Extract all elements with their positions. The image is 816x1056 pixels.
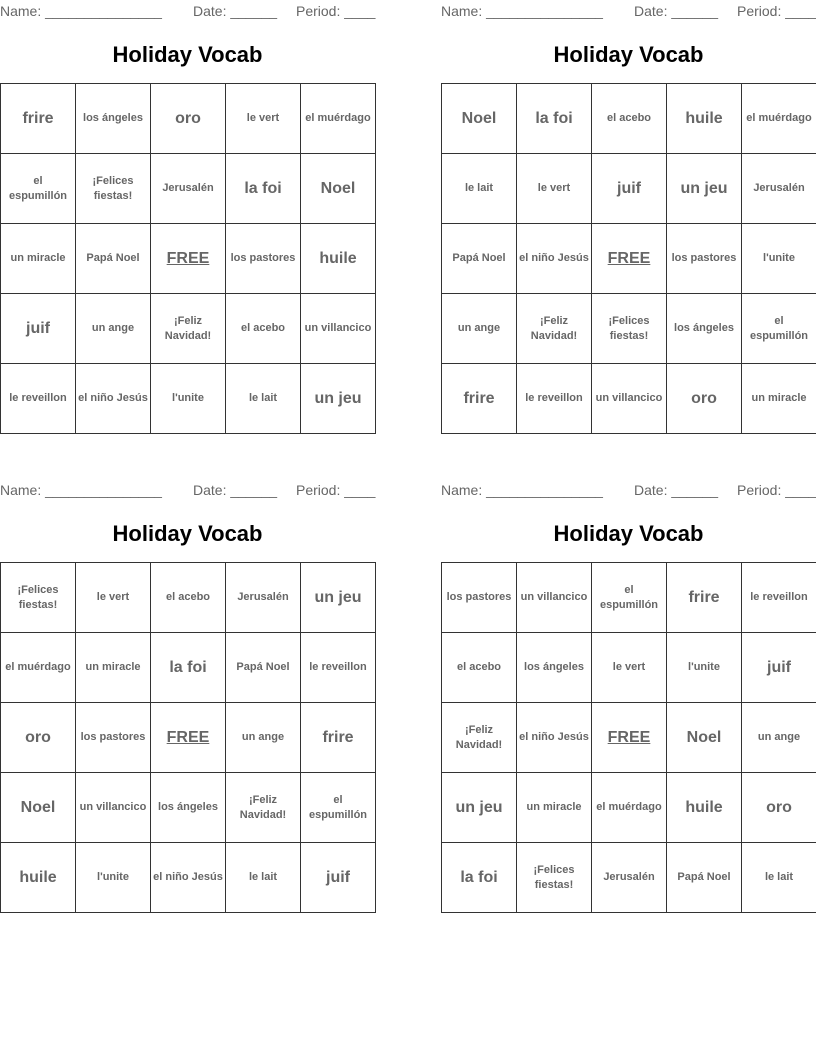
- date-field[interactable]: Date: ______: [634, 3, 719, 19]
- bingo-grid: [441, 562, 816, 913]
- bingo-cell[interactable]: el espumillón: [1, 154, 76, 224]
- bingo-cell[interactable]: ¡Felices fiestas!: [592, 294, 667, 364]
- date-field[interactable]: Date: ______: [634, 482, 719, 498]
- grid-row: [1, 633, 376, 703]
- bingo-cell[interactable]: un jeu: [442, 773, 517, 843]
- name-field[interactable]: Name: _______________: [0, 3, 162, 19]
- bingo-cell[interactable]: el niño Jesús: [517, 703, 592, 773]
- bingo-cell[interactable]: un villancico: [76, 773, 151, 843]
- bingo-cell[interactable]: Papá Noel: [442, 224, 517, 294]
- grid-row: [1, 294, 376, 364]
- grid-row: [442, 843, 816, 913]
- bingo-cell[interactable]: le lait: [442, 154, 517, 224]
- bingo-cell[interactable]: un villancico: [592, 364, 667, 434]
- bingo-cell[interactable]: huile: [667, 84, 742, 154]
- bingo-cell[interactable]: un miracle: [742, 364, 816, 434]
- bingo-cell[interactable]: le vert: [226, 84, 301, 154]
- bingo-cell[interactable]: ¡Feliz Navidad!: [517, 294, 592, 364]
- grid-row: [1, 84, 376, 154]
- bingo-cell[interactable]: juif: [301, 843, 376, 913]
- bingo-cell[interactable]: oro: [1, 703, 76, 773]
- bingo-cell[interactable]: l'unite: [742, 224, 816, 294]
- student-info-line: [441, 482, 816, 498]
- bingo-cell[interactable]: el niño Jesús: [517, 224, 592, 294]
- student-info-line: [441, 3, 816, 19]
- bingo-cell[interactable]: Noel: [442, 84, 517, 154]
- bingo-cell[interactable]: frire: [1, 84, 76, 154]
- bingo-cell[interactable]: juif: [742, 633, 816, 703]
- bingo-cell[interactable]: Noel: [301, 154, 376, 224]
- bingo-cell[interactable]: le vert: [517, 154, 592, 224]
- bingo-cell[interactable]: Jerusalén: [592, 843, 667, 913]
- bingo-cell[interactable]: Jerusalén: [226, 563, 301, 633]
- grid-row: [1, 224, 376, 294]
- bingo-cell[interactable]: un ange: [742, 703, 816, 773]
- bingo-cell[interactable]: Jerusalén: [151, 154, 226, 224]
- bingo-cell[interactable]: ¡Felices fiestas!: [76, 154, 151, 224]
- bingo-cell[interactable]: oro: [151, 84, 226, 154]
- bingo-cell[interactable]: l'unite: [76, 843, 151, 913]
- bingo-grid: [0, 83, 376, 434]
- bingo-cell[interactable]: el muérdago: [301, 84, 376, 154]
- bingo-cell[interactable]: los ángeles: [667, 294, 742, 364]
- bingo-cell[interactable]: un miracle: [1, 224, 76, 294]
- bingo-cell[interactable]: el espumillón: [592, 563, 667, 633]
- student-info-line: [0, 482, 375, 498]
- period-field[interactable]: Period: ____: [296, 3, 376, 19]
- grid-row: [442, 364, 816, 434]
- bingo-cell[interactable]: el niño Jesús: [151, 843, 226, 913]
- bingo-cell[interactable]: frire: [442, 364, 517, 434]
- bingo-cell[interactable]: el muérdago: [592, 773, 667, 843]
- free-space-cell[interactable]: FREE: [592, 703, 667, 773]
- bingo-cell[interactable]: el acebo: [442, 633, 517, 703]
- bingo-cell[interactable]: los pastores: [226, 224, 301, 294]
- bingo-cell[interactable]: un villancico: [301, 294, 376, 364]
- bingo-cell[interactable]: un ange: [442, 294, 517, 364]
- bingo-cell[interactable]: ¡Feliz Navidad!: [226, 773, 301, 843]
- period-field[interactable]: Period: ____: [296, 482, 376, 498]
- card-title: Holiday Vocab: [553, 521, 704, 546]
- bingo-cell[interactable]: le lait: [742, 843, 816, 913]
- bingo-cell[interactable]: juif: [1, 294, 76, 364]
- card-title: Holiday Vocab: [112, 42, 263, 67]
- date-field[interactable]: Date: ______: [193, 482, 278, 498]
- bingo-cell[interactable]: los pastores: [442, 563, 517, 633]
- bingo-cell[interactable]: le reveillon: [301, 633, 376, 703]
- period-field[interactable]: Period: ____: [737, 482, 816, 498]
- name-field[interactable]: Name: _______________: [441, 482, 603, 498]
- date-field[interactable]: Date: ______: [193, 3, 278, 19]
- bingo-cell[interactable]: le reveillon: [742, 563, 816, 633]
- bingo-cell[interactable]: Papá Noel: [226, 633, 301, 703]
- bingo-cell[interactable]: l'unite: [151, 364, 226, 434]
- grid-row: [1, 563, 376, 633]
- bingo-cell[interactable]: oro: [742, 773, 816, 843]
- name-field[interactable]: Name: _______________: [441, 3, 603, 19]
- grid-row: [442, 154, 816, 224]
- bingo-cell[interactable]: el muérdago: [1, 633, 76, 703]
- bingo-cell[interactable]: la foi: [226, 154, 301, 224]
- bingo-cell[interactable]: Noel: [1, 773, 76, 843]
- bingo-cell[interactable]: ¡Felices fiestas!: [1, 563, 76, 633]
- bingo-cell[interactable]: l'unite: [667, 633, 742, 703]
- bingo-cell[interactable]: los pastores: [667, 224, 742, 294]
- bingo-cell[interactable]: el espumillón: [301, 773, 376, 843]
- bingo-cell[interactable]: le reveillon: [1, 364, 76, 434]
- student-info-line: [0, 3, 375, 19]
- bingo-cell[interactable]: los ángeles: [76, 84, 151, 154]
- bingo-cell[interactable]: ¡Feliz Navidad!: [151, 294, 226, 364]
- bingo-cell[interactable]: le reveillon: [517, 364, 592, 434]
- grid-row: [442, 224, 816, 294]
- bingo-grid: [0, 562, 376, 913]
- bingo-cell[interactable]: el acebo: [151, 563, 226, 633]
- bingo-cell[interactable]: juif: [592, 154, 667, 224]
- bingo-cell[interactable]: Papá Noel: [667, 843, 742, 913]
- period-field[interactable]: Period: ____: [737, 3, 816, 19]
- bingo-cell[interactable]: el acebo: [226, 294, 301, 364]
- grid-row: [1, 703, 376, 773]
- bingo-cell[interactable]: el acebo: [592, 84, 667, 154]
- grid-row: [442, 84, 816, 154]
- bingo-cell[interactable]: ¡Feliz Navidad!: [442, 703, 517, 773]
- free-space-cell[interactable]: FREE: [151, 703, 226, 773]
- grid-row: [442, 703, 816, 773]
- bingo-cell[interactable]: le lait: [226, 843, 301, 913]
- bingo-cell[interactable]: los ángeles: [517, 633, 592, 703]
- grid-row: [442, 294, 816, 364]
- free-space-cell[interactable]: FREE: [592, 224, 667, 294]
- bingo-cell[interactable]: los ángeles: [151, 773, 226, 843]
- bingo-cell[interactable]: la foi: [517, 84, 592, 154]
- card-title: Holiday Vocab: [553, 42, 704, 67]
- grid-row: [1, 773, 376, 843]
- bingo-cell[interactable]: un jeu: [667, 154, 742, 224]
- bingo-cell[interactable]: el muérdago: [742, 84, 816, 154]
- free-space-cell[interactable]: FREE: [151, 224, 226, 294]
- bingo-cell[interactable]: un miracle: [76, 633, 151, 703]
- bingo-cell[interactable]: huile: [1, 843, 76, 913]
- bingo-cell[interactable]: ¡Felices fiestas!: [517, 843, 592, 913]
- grid-row: [442, 773, 816, 843]
- bingo-cell[interactable]: un ange: [226, 703, 301, 773]
- bingo-cell[interactable]: un jeu: [301, 364, 376, 434]
- name-field[interactable]: Name: _______________: [0, 482, 162, 498]
- bingo-cell[interactable]: le vert: [592, 633, 667, 703]
- bingo-cell[interactable]: el espumillón: [742, 294, 816, 364]
- bingo-cell[interactable]: frire: [667, 563, 742, 633]
- grid-row: [1, 364, 376, 434]
- bingo-cell[interactable]: le lait: [226, 364, 301, 434]
- bingo-cell[interactable]: el niño Jesús: [76, 364, 151, 434]
- bingo-cell[interactable]: huile: [667, 773, 742, 843]
- bingo-cell[interactable]: un miracle: [517, 773, 592, 843]
- bingo-grid: [441, 83, 816, 434]
- bingo-cell[interactable]: oro: [667, 364, 742, 434]
- bingo-cell[interactable]: Papá Noel: [76, 224, 151, 294]
- bingo-cell[interactable]: frire: [301, 703, 376, 773]
- bingo-cell[interactable]: un ange: [76, 294, 151, 364]
- bingo-cell[interactable]: la foi: [442, 843, 517, 913]
- grid-row: [1, 843, 376, 913]
- bingo-cell[interactable]: Jerusalén: [742, 154, 816, 224]
- bingo-cell[interactable]: la foi: [151, 633, 226, 703]
- card-title: Holiday Vocab: [112, 521, 263, 546]
- bingo-cell[interactable]: huile: [301, 224, 376, 294]
- bingo-cell[interactable]: un jeu: [301, 563, 376, 633]
- grid-row: [442, 633, 816, 703]
- grid-row: [442, 563, 816, 633]
- grid-row: [1, 154, 376, 224]
- bingo-cell[interactable]: Noel: [667, 703, 742, 773]
- bingo-cell[interactable]: un villancico: [517, 563, 592, 633]
- bingo-cell[interactable]: le vert: [76, 563, 151, 633]
- bingo-cell[interactable]: los pastores: [76, 703, 151, 773]
